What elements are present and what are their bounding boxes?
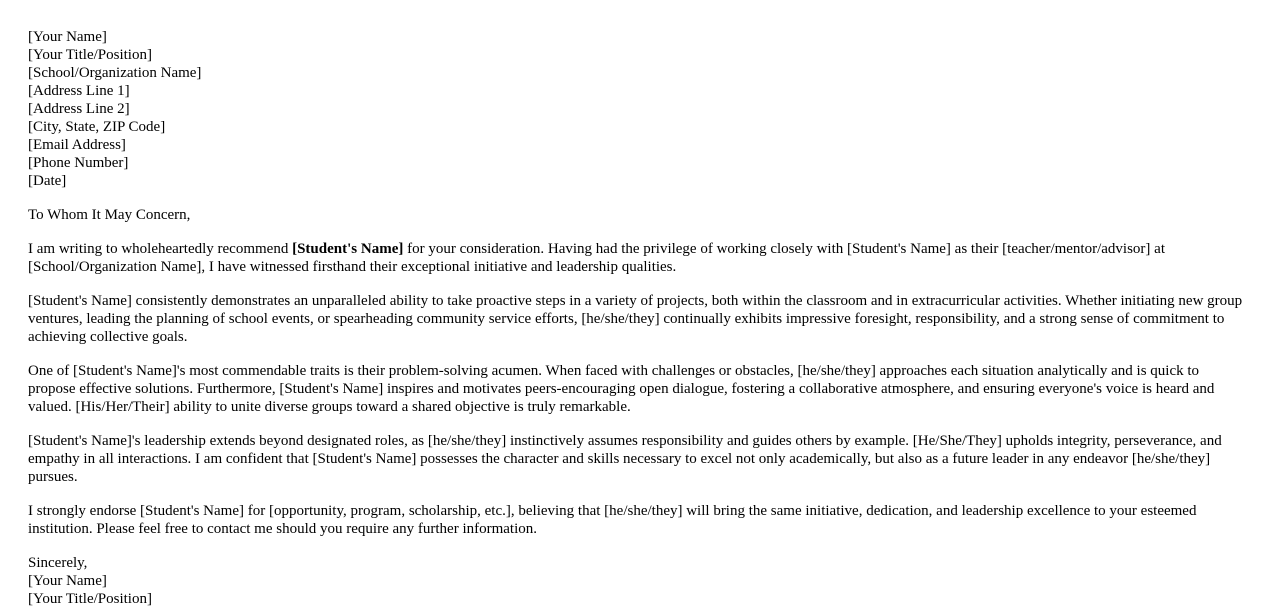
sender-city-state-zip: [City, State, ZIP Code]: [28, 119, 166, 135]
closing-valediction: Sincerely,: [28, 555, 88, 571]
sender-address-line-1: [Address Line 1]: [28, 83, 130, 99]
body-paragraph-2: [Student's Name] consistently demonstrates an unparalleled ability to take proactive steps in a variety of projects, both within the classroom and in extracurricular activities. Whether initiating new group ventures, leading the planning of school events, or spearheading community service efforts, [he/she/they] continually exhibits impressive foresight, responsibility, and a strong sense of commitment to achieving collective goals.: [28, 293, 1243, 345]
sender-email: [Email Address]: [28, 137, 126, 153]
student-name-bold: [Student's Name]: [292, 241, 404, 257]
sender-phone: [Phone Number]: [28, 155, 129, 171]
sender-name: [Your Name]: [28, 29, 107, 45]
letter-greeting: To Whom It May Concern,: [28, 207, 191, 223]
sender-organization: [School/Organization Name]: [28, 65, 202, 81]
paragraph-1-intro: I am writing to wholeheartedly recommend: [28, 241, 293, 257]
paragraph-1-rest: for your consideration. Having had the privilege of working closely with [Student's Name] as their [teacher/mentor/advisor] at [School/Organization Name], I have witnessed firsthand their exceptional initiative and leadership qualities.: [28, 241, 1165, 275]
body-paragraph-4: [Student's Name]'s leadership extends beyond designated roles, as [he/she/they] instinctively assumes responsibility and guides others by example. [He/She/They] upholds integrity, perseverance, and empathy in all interactions. I am confident that [Student's Name] possesses the character and skills necessary to excel not only academically, but also as a future leader in any endeavor [he/she/they] pursues.: [28, 433, 1222, 485]
sender-info-block: [28, 28, 1250, 190]
body-paragraph-3: One of [Student's Name]'s most commendable traits is their problem-solving acumen. When faced with challenges or obstacles, [he/she/they] approaches each situation analytically and is quick to propose effective solutions. Furthermore, [Student's Name] inspires and motivates peers-encouraging open dialogue, fostering a collaborative atmosphere, and ensuring everyone's voice is heard and valued. [His/Her/Their] ability to unite diverse groups toward a shared objective is truly remarkable.: [28, 363, 1215, 415]
closing-block: [28, 554, 1250, 608]
sender-title: [Your Title/Position]: [28, 47, 152, 63]
body-paragraph-1: [28, 240, 1250, 276]
closing-name: [Your Name]: [28, 573, 107, 589]
sender-address-line-2: [Address Line 2]: [28, 101, 130, 117]
closing-title: [Your Title/Position]: [28, 591, 152, 607]
letter-date: [Date]: [28, 173, 67, 189]
recommendation-letter: [28, 28, 1250, 608]
body-paragraph-5: I strongly endorse [Student's Name] for [opportunity, program, scholarship, etc.], believing that [he/she/they] will bring the same initiative, dedication, and leadership excellence to your esteemed institution. Please feel free to contact me should you require any further information.: [28, 503, 1197, 537]
